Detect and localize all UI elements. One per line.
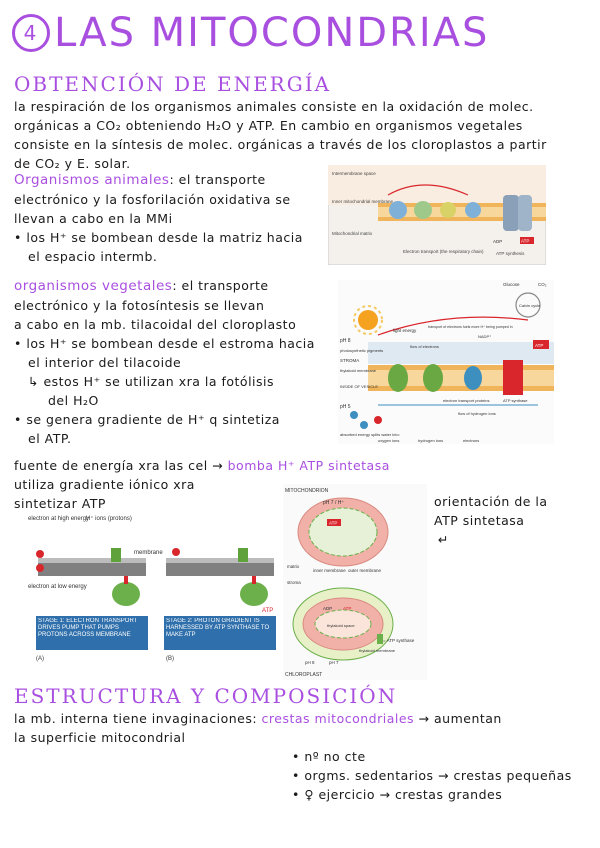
orient-label: stroma [287,580,301,585]
intro-line: la respiración de los organismos animales consiste en la oxidación de molec. [14,99,534,114]
chloro-label: ATP [535,343,544,348]
orientation-text: ATP sintetasa [434,513,525,528]
orient-label: matrix [287,564,300,569]
structure-highlight: crestas mitocondriales [261,711,415,726]
section-heading-energy: OBTENCIÓN DE ENERGÍA [14,72,332,96]
proton-pump-figure [26,512,280,664]
orient-label: ADP [323,606,333,611]
plants-bullet: • se genera gradiente de H⁺ q sintetiza [14,412,280,427]
orient-label: thylakoid membrane [359,648,396,653]
energy-text: sintetizar ATP [14,496,106,511]
chloro-label: electrons [463,438,480,443]
structure-bullet: • ♀ ejercicio → crestas grandes [292,787,503,802]
plants-bullet: del H₂O [48,393,99,408]
chloro-label: absorbed energy splits water into: [340,432,400,437]
chloro-label: oxygen ions [378,438,400,443]
chloro-label: thylakoid membrane [340,368,377,373]
intro-line: de CO₂ y E. solar. [14,156,131,171]
energy-highlight: bomba H⁺ ATP sintetasa [227,458,390,473]
pump-label: (A) [36,656,44,662]
mito-label: Inner mitochondrial membrane [332,199,394,204]
chloro-label: CO₂ [538,282,547,287]
structure-block [14,709,502,747]
animals-block [14,170,314,266]
pump-label: H⁺ ions (protons) [86,516,132,522]
animals-text: : el transporte [169,172,266,187]
plants-label: organismos vegetales [14,278,173,294]
plants-block [14,276,334,448]
chloro-label: NADP⁺ [478,334,492,339]
orient-label: pH 7 [329,660,339,665]
animals-text: llevan a cabo en la MMi [14,211,173,226]
pump-label: membrane [134,550,163,556]
mitochondria-electron-transport-figure [328,165,546,265]
structure-bullet: • orgms. sedentarios → crestas pequeñas [292,768,572,783]
chloro-label: flow of electrons [410,344,439,349]
mito-label: ADP [493,239,503,244]
chloro-label: pH 5 [340,404,351,410]
structure-text: → aumentan [418,711,502,726]
animals-label: Organismos animales [14,172,170,188]
orient-label: = ATP synthase [383,638,415,643]
animals-bullet: • los H⁺ se bombean desde la matriz hacia [14,230,303,245]
orientation-arrow: ↵ [438,532,449,547]
plants-text: : el transporte [172,278,269,293]
structure-bullet: • nº no cte [292,749,366,764]
energy-text: fuente de energía xra las cel → [14,458,224,473]
orient-label: MITOCHONDRION [285,488,329,494]
orient-label: outer membrane [348,568,382,573]
chloro-label: flow of hydrogen ions [458,411,496,416]
chloro-label: transport of electrons fuels more H⁺ being pumped in [428,325,513,329]
energy-text: utiliza gradiente iónico xra [14,477,195,492]
plants-bullet: el interior del tilacoide [28,355,182,370]
chloroplast-photosynthesis-figure [338,280,554,444]
chloro-label: electron transport proteins [443,398,490,403]
pump-stage-2: STAGE 2: PROTON GRADIENT IS HARNESSED BY ATP SYNTHASE TO MAKE ATP [166,618,270,638]
chloro-label: Glucose [503,282,520,287]
mito-label: Electron transport (the respiratory chain) [403,249,484,254]
title-text: LAS MITOCONDRIAS [54,10,490,56]
mito-label: Intermembrane space [332,171,376,176]
animals-text: electrónico y la fosforilación oxidativa se [14,192,291,207]
mito-label: ATP [521,238,530,244]
chloro-label: pH 8 [340,338,351,344]
orientation-text: orientación de la [434,494,548,509]
intro-paragraph [14,97,547,173]
orient-label: inner membrane [313,568,346,573]
mito-label: ATP synthesis [496,251,525,256]
chloro-label: light energy [393,328,417,333]
intro-line: consiste en la síntesis de molec. orgánicas a través de los cloroplastos a partir [14,137,547,152]
pump-stage-1: STAGE 1: ELECTRON TRANSPORT DRIVES PUMP THAT PUMPS PROTONS ACROSS MEMBRANE [38,618,138,638]
chloro-label: hydrogen ions [418,438,444,443]
orient-label: ATP [329,520,338,526]
page-title [12,10,489,56]
orient-label: pH 8 [305,660,315,665]
chloro-label: Calvin cycle [519,303,541,308]
plants-text: a cabo en la mb. tilacoidal del cloroplasto [14,317,297,332]
orient-label: CHLOROPLAST [285,672,323,678]
title-number-circle: 4 [12,14,50,52]
orient-label: pH 7 / H⁺ [323,500,344,506]
plants-bullet: el ATP. [28,431,72,446]
pump-label: (B) [166,656,174,662]
plants-bullet: ↳ estos H⁺ se utilizan xra la fotólisis [28,374,275,389]
pump-label: electron at low energy [28,584,87,590]
plants-bullet: • los H⁺ se bombean desde el estroma hacia [14,336,315,351]
plants-text: electrónico y la fotosíntesis se llevan [14,298,265,313]
section-heading-structure: ESTRUCTURA Y COMPOSICIÓN [14,684,398,708]
orientation-note [434,492,548,549]
pump-label: ATP [262,608,274,614]
chloro-label: STROMA [340,358,360,363]
orient-label: ATP [343,606,352,611]
chloro-label: photosynthetic pigments [340,348,384,353]
pump-label: electron at high energy [28,516,90,522]
orient-label: thylakoid space [327,623,355,628]
intro-line: orgánicas a CO₂ obteniendo H₂O y ATP. En cambio en organismos vegetales [14,118,523,133]
structure-text: la mb. interna tiene invaginaciones: [14,711,258,726]
mito-label: Mitochondrial matrix [332,231,373,236]
chloro-label: INSIDE OF VESICLE [340,384,379,389]
structure-text: la superficie mitocondrial [14,730,186,745]
structure-bullets [292,747,572,804]
chloro-label: ATP synthase [503,398,528,403]
animals-bullet: el espacio intermb. [28,249,158,264]
atp-synthase-orientation-figure [283,484,427,680]
